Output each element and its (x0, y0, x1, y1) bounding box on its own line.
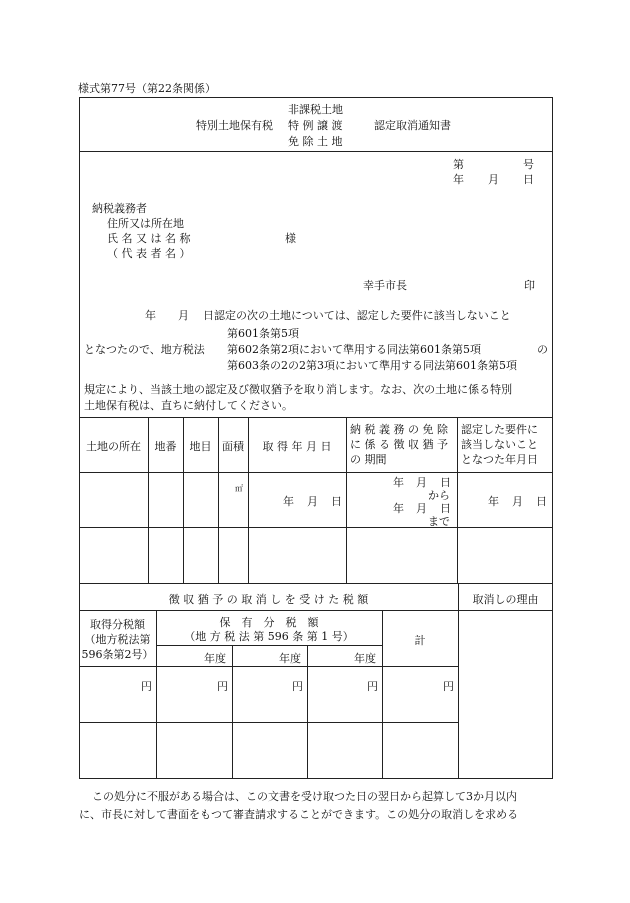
to-hi: 日 (440, 502, 451, 515)
to-nen: 年 (393, 502, 404, 515)
year-1: 年度 (204, 652, 226, 665)
yen-year3: 円 (367, 680, 378, 693)
inel-hi: 日 (536, 495, 547, 508)
acq-tsuki: 月 (307, 495, 318, 508)
yen-year1: 円 (217, 680, 228, 693)
from-nen: 年 (393, 476, 404, 489)
year-3: 年度 (354, 652, 376, 665)
body-line2-no: の (537, 343, 548, 356)
to-label: まで (428, 515, 450, 528)
acq-hi: 日 (331, 495, 342, 508)
legal-option-2: 第602条第2項において準用する同法第601条第5項 (227, 343, 481, 356)
to-tsuki: 月 (416, 502, 427, 515)
yen-total: 円 (443, 680, 454, 693)
col-acq-date: 取 得 年 月 日 (262, 440, 332, 453)
total-label: 計 (414, 634, 426, 647)
col-lot: 地番 (154, 440, 177, 453)
taxpayer-address: 住所又は所在地 (107, 217, 184, 230)
hold-tax-l1: 保 有 分 税 額 (219, 616, 319, 629)
legal-option-1: 第601条第5項 (227, 327, 299, 340)
doc-no-dai: 第 (453, 158, 464, 171)
doc-no-go: 号 (523, 158, 534, 171)
year-2: 年度 (279, 652, 301, 665)
acq-tax-l1: 取得分税額 (90, 618, 145, 631)
date-hi: 日 (523, 173, 534, 186)
yen-year2: 円 (292, 680, 303, 693)
body-line3: 規定により、当該土地の認定及び徴収猶予を取り消します。なお、次の土地に係る特別 (84, 383, 513, 396)
form-number: 様式第77号（第22条関係） (78, 82, 216, 95)
inel-tsuki: 月 (512, 495, 523, 508)
from-hi: 日 (440, 476, 451, 489)
title-suffix: 認定取消通知書 (374, 119, 451, 132)
from-label: から (428, 489, 450, 502)
body-line2-left: となつたので、地方税法 (84, 343, 205, 356)
title-top: 非課税土地 (288, 103, 343, 116)
col-category: 地目 (189, 440, 212, 453)
title-bottom: 免 除 土 地 (288, 135, 343, 148)
footer-line2: に、市長に対して書面をもつて審査請求することができます。この処分の取消しを求める (79, 808, 519, 821)
title-mid: 特 例 譲 渡 (288, 119, 343, 132)
col-ineligible-date: 認定した要件に 該当しないこと となつた年月日 (461, 423, 538, 466)
taxpayer-rep: （ 代 表 者 名 ） (107, 247, 191, 260)
hold-tax-l2: （地 方 税 法 第 596 条 第 1 号） (184, 630, 354, 643)
body-line4: 土地保有税は、直ちに納付してください。 (84, 399, 293, 412)
reason-title: 取消しの理由 (472, 593, 539, 606)
body-tsuki: 月 (178, 309, 189, 322)
col-location: 土地の所在 (86, 440, 141, 453)
taxpayer-heading: 納税義務者 (92, 202, 147, 215)
inel-nen: 年 (488, 495, 499, 508)
taxpayer-sama: 様 (285, 232, 296, 245)
acq-tax-l2: （地方税法第 (84, 633, 151, 646)
legal-option-3: 第603条の2の2第3項において準用する同法第601条第5項 (227, 359, 517, 372)
body-line1: 日認定の次の土地については、認定した要件に該当しないこと (203, 309, 511, 322)
section-title: 徴 収 猶 予 の 取 消 し を 受 け た 税 額 (168, 593, 369, 606)
body-nen: 年 (145, 309, 156, 322)
acq-tax-l3: 596条第2号） (81, 648, 154, 661)
acq-nen: 年 (283, 495, 294, 508)
col-area: 面積 (222, 440, 244, 453)
area-unit: ㎡ (235, 484, 243, 493)
date-nen: 年 (453, 173, 464, 186)
taxpayer-name: 氏 名 又 は 名 称 (107, 232, 191, 245)
col-deferral-period: 納 税 義 務 の 免 除 に 係 る 徴 収 猶 予 の 期間 (350, 423, 448, 466)
footer-line1: この処分に不服がある場合は、この文書を受け取つた日の翌日から起算して3か月以内 (92, 790, 517, 803)
mayor-seal: 印 (524, 279, 535, 292)
yen-acq: 円 (141, 680, 152, 693)
mayor-label: 幸手市長 (363, 279, 407, 292)
title-prefix: 特別土地保有税 (196, 119, 273, 132)
date-tsuki: 月 (488, 173, 499, 186)
from-tsuki: 月 (416, 476, 427, 489)
